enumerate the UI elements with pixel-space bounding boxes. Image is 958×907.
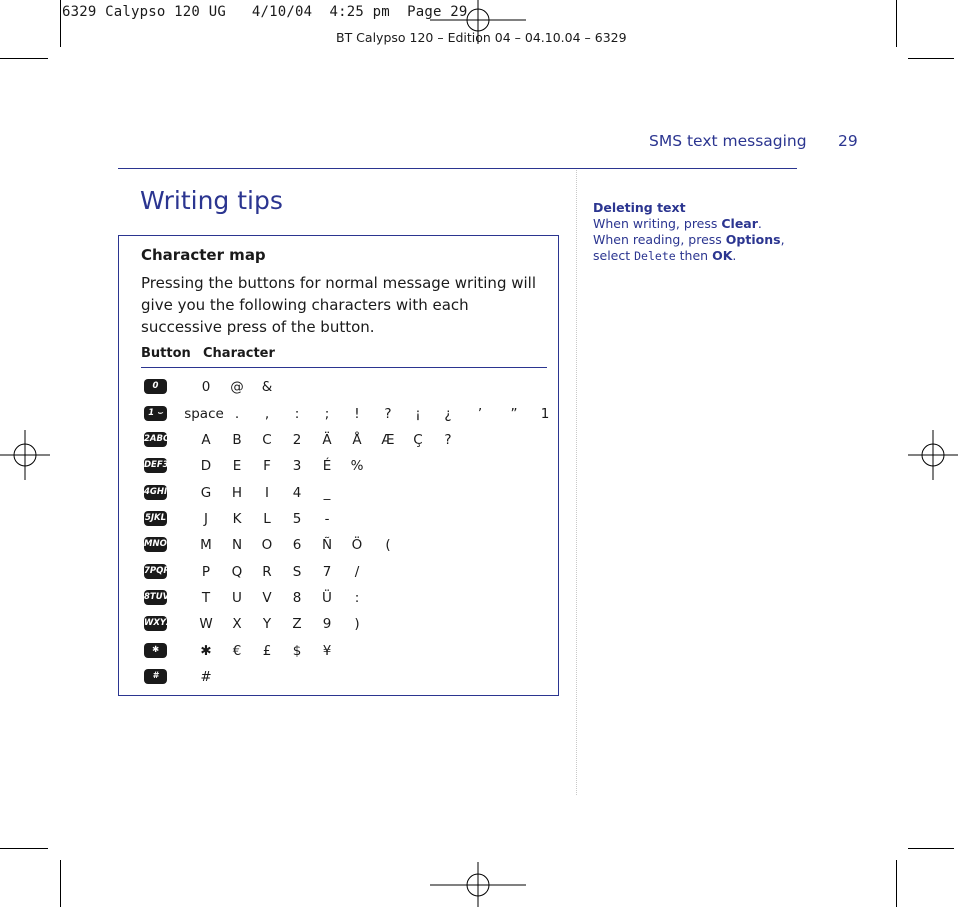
character-cell: &: [261, 379, 273, 395]
deleting-text-part: .: [732, 248, 737, 263]
character-cell: V: [262, 590, 272, 606]
character-cell: 2: [292, 432, 302, 448]
character-cell: :: [354, 590, 360, 606]
keypad-key-icon: 7PQRS: [144, 564, 167, 579]
crop-mark: [60, 860, 61, 907]
character-cell: H: [231, 485, 243, 501]
crop-mark: [60, 0, 61, 47]
character-cell: J: [204, 511, 208, 527]
character-cell: ”: [510, 406, 518, 422]
character-cell: :: [294, 406, 300, 422]
character-cell: ?: [384, 406, 392, 422]
table-row: [119, 483, 558, 505]
character-cell: @: [230, 379, 244, 395]
character-cell: C: [262, 432, 272, 448]
character-cell: S: [292, 564, 302, 580]
character-cell: $: [292, 643, 302, 659]
character-cell: £: [262, 643, 272, 659]
character-cell: ’: [477, 406, 483, 422]
deleting-text-body: [593, 216, 798, 264]
ok-key-label: OK: [712, 248, 733, 263]
character-cell: ✱: [200, 643, 212, 659]
character-cell: Ç: [413, 432, 423, 448]
table-row: [119, 562, 558, 584]
character-cell: ¿: [444, 406, 452, 422]
character-cell: É: [322, 458, 332, 474]
character-cell: D: [200, 458, 212, 474]
character-cell: %: [350, 458, 364, 474]
delete-menu-label: Delete: [634, 249, 676, 263]
character-cell: N: [231, 537, 243, 553]
header-rule: [118, 168, 797, 169]
keypad-key-icon: 4GHI: [144, 485, 167, 500]
character-cell: X: [232, 616, 242, 632]
character-cell: 5: [292, 511, 302, 527]
character-cell: ?: [444, 432, 452, 448]
character-cell: Y: [262, 616, 272, 632]
table-row: [119, 430, 558, 452]
edition-line: BT Calypso 120 – Edition 04 – 04.10.04 – 6329: [336, 30, 627, 45]
character-cell: B: [232, 432, 242, 448]
keypad-key-icon: MNO6: [144, 537, 167, 552]
character-cell: _: [323, 485, 331, 501]
character-cell: 9: [322, 616, 332, 632]
character-cell: ;: [324, 406, 330, 422]
keypad-key-icon: 0: [144, 379, 167, 394]
deleting-text-title: Deleting text: [593, 200, 686, 215]
deleting-text-part: When writing, press: [593, 216, 722, 231]
keypad-key-icon: 1 ⌣: [144, 406, 167, 421]
character-cell: W: [199, 616, 213, 632]
character-cell: P: [201, 564, 211, 580]
character-cell: 1: [540, 406, 550, 422]
character-cell: ¡: [415, 406, 421, 422]
keypad-key-icon: DEF3: [144, 458, 167, 473]
character-cell: F: [263, 458, 271, 474]
keypad-key-icon: #: [144, 669, 167, 684]
character-cell: (: [385, 537, 391, 553]
crop-mark: [896, 860, 897, 907]
character-cell: Æ: [381, 432, 395, 448]
registration-mark: [908, 430, 958, 480]
character-cell: /: [354, 564, 360, 580]
character-cell: L: [263, 511, 271, 527]
keypad-key-icon: 2ABC: [144, 432, 167, 447]
character-cell: space: [184, 406, 224, 422]
character-map-title: Character map: [141, 246, 266, 264]
print-slug: 6329 Calypso 120 UG 4/10/04 4:25 pm Page 29: [62, 4, 468, 20]
keypad-key-icon: WXYZ9: [144, 616, 167, 631]
character-cell: Ä: [322, 432, 332, 448]
clear-key-label: Clear: [721, 216, 758, 231]
character-cell: 3: [292, 458, 302, 474]
keypad-key-icon: 5JKL: [144, 511, 167, 526]
character-cell: T: [201, 590, 211, 606]
registration-mark: [430, 862, 526, 907]
character-cell: Z: [292, 616, 302, 632]
character-cell: .: [234, 406, 240, 422]
character-cell: M: [200, 537, 212, 553]
table-row: [119, 588, 558, 610]
character-map-box: [118, 235, 559, 696]
crop-mark: [896, 0, 897, 47]
character-cell: 7: [322, 564, 332, 580]
character-cell: 8: [292, 590, 302, 606]
character-cell: 4: [292, 485, 302, 501]
character-cell: Å: [352, 432, 362, 448]
character-cell: U: [232, 590, 242, 606]
deleting-text-part: then: [675, 248, 713, 263]
table-row: [119, 641, 558, 663]
character-cell: 6: [292, 537, 302, 553]
column-header-button: Button: [141, 346, 191, 361]
character-cell: O: [261, 537, 273, 553]
deleting-text-part: , select: [593, 232, 785, 263]
character-cell: 0: [201, 379, 211, 395]
character-cell: -: [324, 511, 330, 527]
character-cell: E: [232, 458, 242, 474]
character-cell: R: [262, 564, 272, 580]
registration-mark: [0, 430, 50, 480]
page-number: 29: [838, 132, 858, 150]
character-cell: ¥: [322, 643, 332, 659]
character-cell: Ñ: [321, 537, 333, 553]
table-row: [119, 614, 558, 636]
crop-mark: [0, 58, 48, 59]
character-cell: Ö: [351, 537, 363, 553]
page-heading: Writing tips: [140, 186, 283, 215]
column-header-character: Character: [203, 346, 275, 361]
column-divider: [576, 170, 577, 795]
crop-mark: [0, 848, 48, 849]
table-row: [119, 377, 558, 399]
character-cell: Q: [231, 564, 243, 580]
crop-mark: [908, 58, 954, 59]
table-row: [119, 404, 558, 426]
character-cell: !: [354, 406, 360, 422]
character-cell: I: [265, 485, 269, 501]
keypad-key-icon: ✱: [144, 643, 167, 658]
table-row: [119, 509, 558, 531]
table-row: [119, 535, 558, 557]
table-rule: [141, 367, 547, 368]
section-title: SMS text messaging: [649, 132, 807, 150]
table-row: [119, 456, 558, 478]
keypad-key-icon: 8TUV: [144, 590, 167, 605]
character-cell: ,: [264, 406, 270, 422]
character-cell: €: [232, 643, 242, 659]
character-cell: G: [200, 485, 212, 501]
options-key-label: Options: [725, 232, 781, 247]
character-map-intro: Pressing the buttons for normal message writing will give you the following characters with each successive press of the button.: [141, 274, 537, 336]
character-cell: Ü: [322, 590, 332, 606]
character-cell: A: [201, 432, 211, 448]
deleting-text-part: . When reading, press: [593, 216, 762, 247]
table-row: [119, 667, 558, 689]
character-cell: K: [232, 511, 242, 527]
crop-mark: [908, 848, 954, 849]
character-cell: #: [200, 669, 212, 685]
character-cell: ): [354, 616, 360, 632]
